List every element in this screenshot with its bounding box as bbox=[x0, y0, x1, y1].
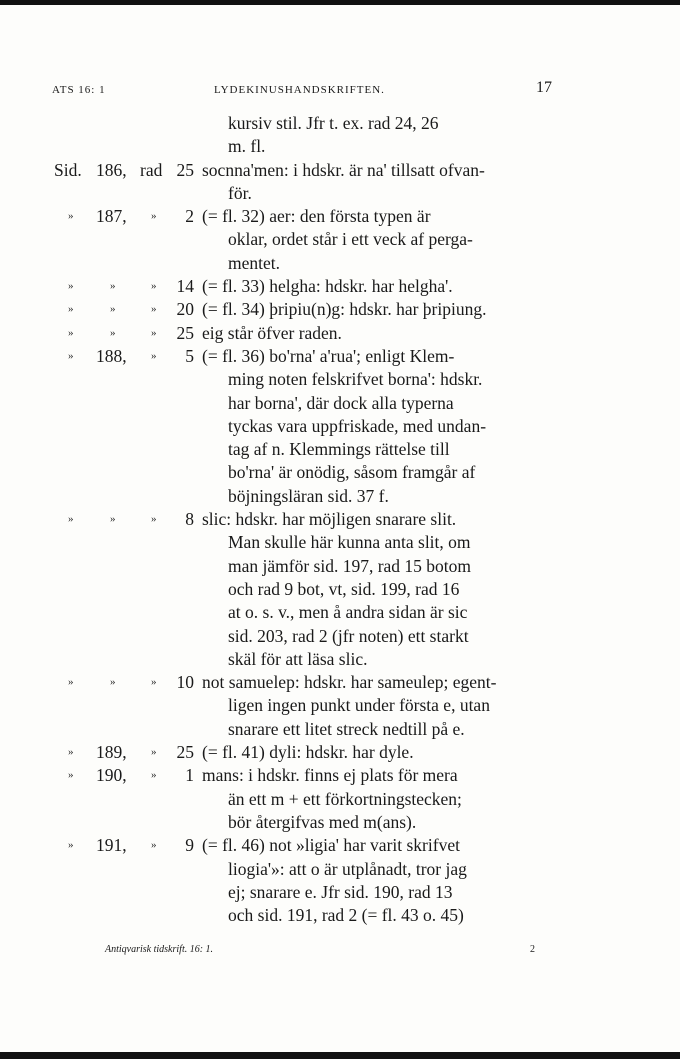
continuation-line: ligen ingen punkt under första e, utan bbox=[228, 695, 490, 716]
ditto-mark: » bbox=[151, 513, 157, 526]
page-footer bbox=[105, 944, 535, 960]
continuation-line: bör återgifvas med m(ans). bbox=[228, 811, 417, 832]
line-ref: 25 bbox=[176, 159, 194, 180]
errata-entry bbox=[0, 275, 680, 298]
ditto-mark: » bbox=[151, 676, 157, 689]
ditto-mark: » bbox=[151, 349, 157, 362]
line-ref: 8 bbox=[185, 509, 194, 530]
ditto-mark: » bbox=[110, 280, 116, 293]
entry-text: (= fl. 33) helgha: hdskr. har helgha'. bbox=[202, 276, 453, 297]
continuation-line: skäl för att läsa slic. bbox=[228, 648, 368, 669]
ditto-mark: » bbox=[110, 513, 116, 526]
errata-entry bbox=[0, 345, 680, 368]
continuation-line: bo'rna' är onödig, såsom framgår af bbox=[228, 462, 476, 483]
top-edge-rule bbox=[0, 0, 680, 5]
continuation-line: kursiv stil. Jfr t. ex. rad 24, 26 bbox=[228, 113, 439, 133]
page-ref: 190, bbox=[96, 765, 127, 786]
ditto-mark: » bbox=[110, 326, 116, 339]
entry-text: slic: hdskr. har möjligen snarare slit. bbox=[202, 509, 457, 530]
line-ref: 20 bbox=[176, 299, 194, 320]
line-ref: 2 bbox=[185, 206, 194, 227]
ditto-mark: » bbox=[110, 303, 116, 316]
ditto-mark: » bbox=[68, 303, 74, 316]
continuation-line: Man skulle här kunna anta slit, om bbox=[228, 532, 471, 553]
ditto-mark: » bbox=[68, 769, 74, 782]
continuation-line: liogia'»: att o är utplånadt, tror jag bbox=[228, 858, 467, 879]
continuation-line: sid. 203, rad 2 (jfr noten) ett starkt bbox=[228, 625, 469, 646]
ditto-mark: » bbox=[151, 769, 157, 782]
errata-entry bbox=[0, 508, 680, 531]
bottom-edge-rule bbox=[0, 1052, 680, 1059]
ditto-mark: » bbox=[68, 676, 74, 689]
errata-entry bbox=[0, 159, 680, 182]
signature-mark: 2 bbox=[530, 944, 535, 955]
ditto-mark: » bbox=[151, 280, 157, 293]
continuation-line: tyckas vara uppfriskade, med undan- bbox=[228, 415, 487, 436]
continuation-line: ming noten felskrifvet borna': hdskr. bbox=[228, 369, 483, 390]
continuation-line: ej; snarare e. Jfr sid. 190, rad 13 bbox=[228, 881, 453, 902]
continuation-line: och rad 9 bot, vt, sid. 199, rad 16 bbox=[228, 578, 460, 599]
footer-journal: Antiqvarisk tidskrift. 16: 1. bbox=[105, 944, 214, 955]
errata-entry bbox=[0, 205, 680, 228]
continuation-line: än ett m + ett förkortningstecken; bbox=[228, 788, 462, 809]
continuation-line: m. fl. bbox=[228, 136, 266, 157]
page-ref: 188, bbox=[96, 345, 127, 366]
line-ref: 1 bbox=[185, 765, 194, 786]
continuation-line: man jämför sid. 197, rad 15 botom bbox=[228, 555, 472, 576]
line-ref: 25 bbox=[176, 322, 194, 343]
continuation-line: snarare ett litet streck nedtill på e. bbox=[228, 718, 465, 739]
continuation-line: för. bbox=[228, 182, 252, 203]
continuation-line: har borna', där dock alla typerna bbox=[228, 392, 454, 413]
line-ref: 10 bbox=[176, 672, 194, 693]
entry-text: eig står öfver raden. bbox=[202, 322, 342, 343]
line-ref: 5 bbox=[185, 345, 194, 366]
errata-entry bbox=[0, 671, 680, 694]
errata-entry bbox=[0, 834, 680, 857]
entry-text: socnna'men: i hdskr. är na' tillsatt ofvan- bbox=[202, 159, 485, 180]
page-ref: 191, bbox=[96, 835, 127, 856]
continuation-line: böjningsläran sid. 37 f. bbox=[228, 485, 389, 506]
running-header bbox=[52, 80, 552, 100]
ditto-mark: » bbox=[68, 349, 74, 362]
continuation-line: och sid. 191, rad 2 (= fl. 43 o. 45) bbox=[228, 905, 464, 926]
page-ref: 187, bbox=[96, 206, 127, 227]
ditto-mark: » bbox=[68, 839, 74, 852]
line-ref: 25 bbox=[176, 742, 194, 763]
errata-entry bbox=[0, 741, 680, 764]
sid-label: Sid. bbox=[54, 159, 82, 180]
errata-list bbox=[0, 112, 680, 927]
errata-entry bbox=[0, 298, 680, 321]
rad-label: rad bbox=[140, 159, 163, 180]
entry-text: (= fl. 32) aer: den första typen är bbox=[202, 206, 431, 227]
continuation-line: oklar, ordet står i ett veck af perga- bbox=[228, 229, 473, 250]
ditto-mark: » bbox=[68, 280, 74, 293]
ditto-mark: » bbox=[151, 210, 157, 223]
ditto-mark: » bbox=[151, 326, 157, 339]
entry-text: not samuelep: hdskr. har sameulep; egent- bbox=[202, 672, 497, 693]
ditto-mark: » bbox=[68, 513, 74, 526]
continuation-line: tag af n. Klemmings rättelse till bbox=[228, 439, 450, 460]
ditto-mark: » bbox=[68, 326, 74, 339]
continuation-line: mentet. bbox=[228, 252, 280, 273]
ditto-mark: » bbox=[68, 746, 74, 759]
entry-text: mans: i hdskr. finns ej plats för mera bbox=[202, 765, 458, 786]
page-ref: 189, bbox=[96, 742, 127, 763]
errata-entry bbox=[0, 764, 680, 787]
line-ref: 14 bbox=[176, 276, 194, 297]
ditto-mark: » bbox=[151, 746, 157, 759]
entry-text: (= fl. 34) þripiu(n)g: hdskr. har þripiung. bbox=[202, 299, 487, 320]
entry-text: (= fl. 36) bo'rna' a'rua'; enligt Klem- bbox=[202, 345, 455, 366]
page-ref: 186, bbox=[96, 159, 127, 180]
errata-entry bbox=[0, 322, 680, 345]
ditto-mark: » bbox=[68, 210, 74, 223]
continuation-line: at o. s. v., men å andra sidan är sic bbox=[228, 602, 468, 623]
ditto-mark: » bbox=[151, 303, 157, 316]
ditto-mark: » bbox=[151, 839, 157, 852]
entry-text: (= fl. 41) dyli: hdskr. har dyle. bbox=[202, 742, 414, 763]
header-title: LYDEKINUSHANDSKRIFTEN. bbox=[214, 84, 385, 96]
ditto-mark: » bbox=[110, 676, 116, 689]
line-ref: 9 bbox=[185, 835, 194, 856]
entry-text: (= fl. 46) not »ligia' har varit skrifvet bbox=[202, 835, 460, 856]
header-series: ATS 16: 1 bbox=[52, 84, 106, 96]
page-number: 17 bbox=[536, 79, 552, 96]
